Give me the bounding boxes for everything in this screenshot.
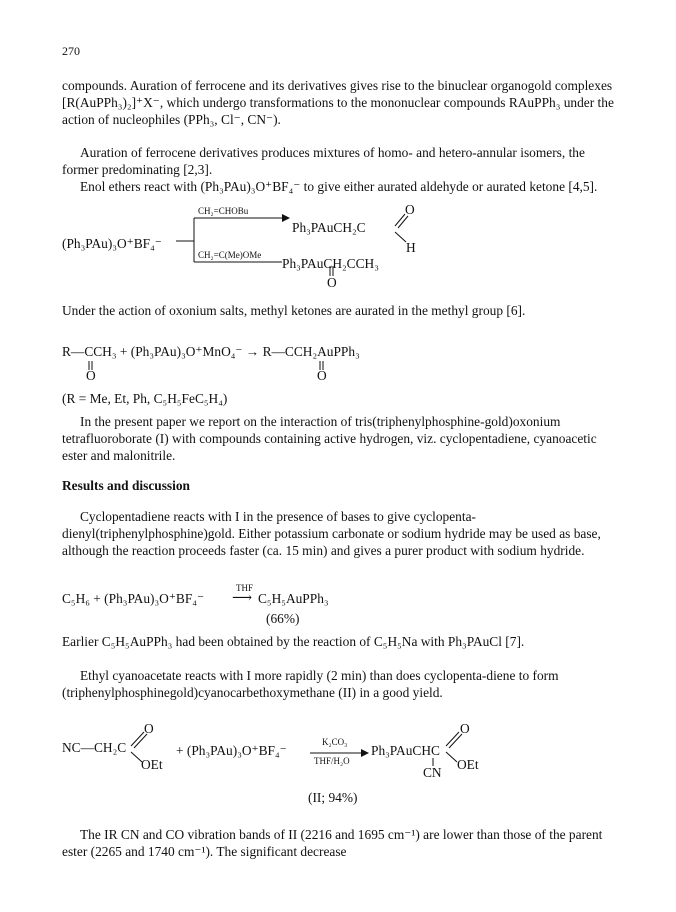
eq2-text: R—CCH₃ + (Ph₃PAu)₃O⁺MnO₄⁻ → R—CCH₂AuPPh₃ xyxy=(62,344,360,359)
section-heading: Results and discussion xyxy=(62,478,191,493)
eq3-condition: THF xyxy=(236,583,254,593)
eq4-reagent: + (Ph₃PAu)₃O⁺BF₄⁻ xyxy=(176,743,287,758)
scheme1-reagent: (Ph₃PAu)₃O⁺BF₄⁻ xyxy=(62,236,162,251)
scheme1-upper-condition: CH₂=CHOBu xyxy=(198,206,249,216)
paragraph-present-paper: In the present paper we report on the interaction of tris(triphenylphosphine-gold)oxonium tetrafluoroborate (I) with compounds containing active hydrogen, viz. cyclopentadiene, cyanoacetic ester and malonitrile. xyxy=(62,414,597,463)
eq3-reactants: C₅H₆ + (Ph₃PAu)₃O⁺BF₄⁻ xyxy=(62,591,205,606)
eq2-oxygen-right: O xyxy=(317,368,327,383)
eq2-r-definition: (R = Me, Et, Ph, C₅H₅FeC₅H₄) xyxy=(62,391,228,406)
eq3-product: C₅H₅AuPPh₃ xyxy=(258,591,329,606)
paragraph-cyclopentadiene: Cyclopentadiene reacts with I in the presence of bases to give cyclopenta-dienyl(triphenylphosphine)gold. Either potassium carbonate or sodium hydride may be used as base, although the reaction proceeds faster (ca. 15 min) and gives a purer product with sodium hydride. xyxy=(62,509,601,558)
eq4-oxygen-right: O xyxy=(460,721,470,736)
eq4-yield: (II; 94%) xyxy=(308,790,358,805)
scheme1-lower-oxygen: O xyxy=(327,275,337,290)
eq4-reactant: NC—CH₂C xyxy=(62,740,127,755)
eq4-oet-left: OEt xyxy=(141,757,163,772)
eq3-yield: (66%) xyxy=(266,611,300,626)
eq4-oet-right: OEt xyxy=(457,757,479,772)
paragraph-earlier-synthesis: Earlier C₅H₅AuPPh₃ had been obtained by the reaction of C₅H₅Na with Ph₃PAuCl [7]. xyxy=(62,634,525,649)
paragraph-ir-bands: The IR CN and CO vibration bands of II (2216 and 1695 cm⁻¹) are lower than those of the parent ester (2265 and 1740 cm⁻¹). The significant decrease xyxy=(62,827,603,859)
scheme1-upper-product: Ph₃PAuCH₂C xyxy=(292,220,366,235)
eq4-oxygen-left: O xyxy=(144,721,154,736)
scheme1-lower-condition: CH₂=C(Me)OMe xyxy=(198,250,262,260)
eq2-oxygen-left: O xyxy=(86,368,96,383)
paragraph-isomers: Auration of ferrocene derivatives produces mixtures of homo- and hetero-annular isomers, the former predominating [2,3]. xyxy=(62,145,585,177)
eq4-product: Ph₃PAuCHC xyxy=(371,743,440,758)
eq4-condition-bottom: THF/H₂O xyxy=(314,756,350,766)
scheme1-lower-product: Ph₃PAuCH₂CCH₃ xyxy=(282,256,379,271)
scheme1-upper-oxygen: O xyxy=(405,202,415,217)
paragraph-methyl-ketones: Under the action of oxonium salts, methyl ketones are aurated in the methyl group [6]. xyxy=(62,303,526,318)
page-number: 270 xyxy=(62,44,80,58)
scheme1-upper-hydrogen: H xyxy=(406,240,416,255)
paragraph-ferrocene-auration: compounds. Auration of ferrocene and its derivatives gives rise to the binuclear organogold complexes [R(AuPPh₃)₂]⁺X⁻, which undergo transformations to the mononuclear compounds RAuPPh₃ under the action of nucleophiles (PPh₃, Cl⁻, CN⁻). xyxy=(62,78,614,127)
eq3-arrow: ⟶ xyxy=(232,591,253,606)
paragraph-enol-ethers: Enol ethers react with (Ph₃PAu)₃O⁺BF₄⁻ to give either aurated aldehyde or aurated ketone [4,5]. xyxy=(80,179,598,194)
eq4-condition-top: K₂CO₃ xyxy=(322,737,348,747)
paragraph-ethyl-cyanoacetate: Ethyl cyanoacetate reacts with I more rapidly (2 min) than does cyclopenta-diene to form (triphenylphosphinegold)cyanocarbethoxymethane (II) in a good yield. xyxy=(62,668,559,700)
eq4-cyano: CN xyxy=(423,765,442,780)
